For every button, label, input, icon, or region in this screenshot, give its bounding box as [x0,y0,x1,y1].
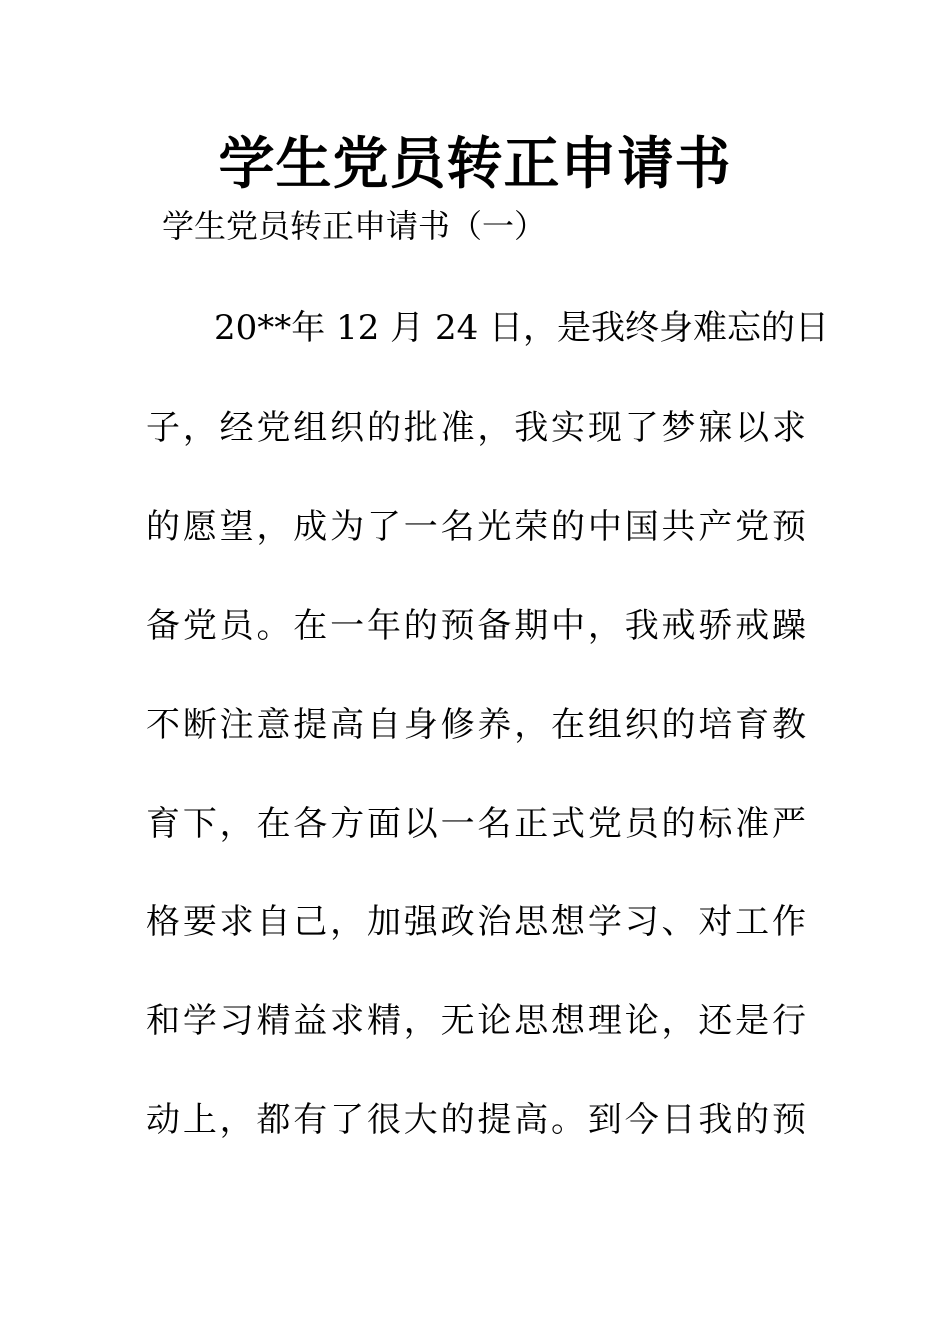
paragraph-line: 子，经党组织的批准，我实现了梦寐以求 [146,408,806,448]
paragraph-line: 动上，都有了很大的提高。到今日我的预 [146,1100,806,1140]
document-subtitle: 学生党员转正申请书（一） [162,207,547,245]
paragraph-line: 格要求自己，加强政治思想学习、对工作 [146,902,806,942]
paragraph-line: 不断注意提高自身修养，在组织的培育教 [146,705,806,745]
document-title: 学生党员转正申请书 [218,131,732,197]
paragraph-line: 育下，在各方面以一名正式党员的标准严 [146,804,806,844]
paragraph-line: 和学习精益求精，无论思想理论，还是行 [146,1001,806,1041]
paragraph-line: 备党员。在一年的预备期中，我戒骄戒躁 [146,606,806,646]
paragraph-line: 20**年 12 月 24 日，是我终身难忘的日 [214,308,830,348]
paragraph-line: 的愿望，成为了一名光荣的中国共产党预 [146,507,806,547]
